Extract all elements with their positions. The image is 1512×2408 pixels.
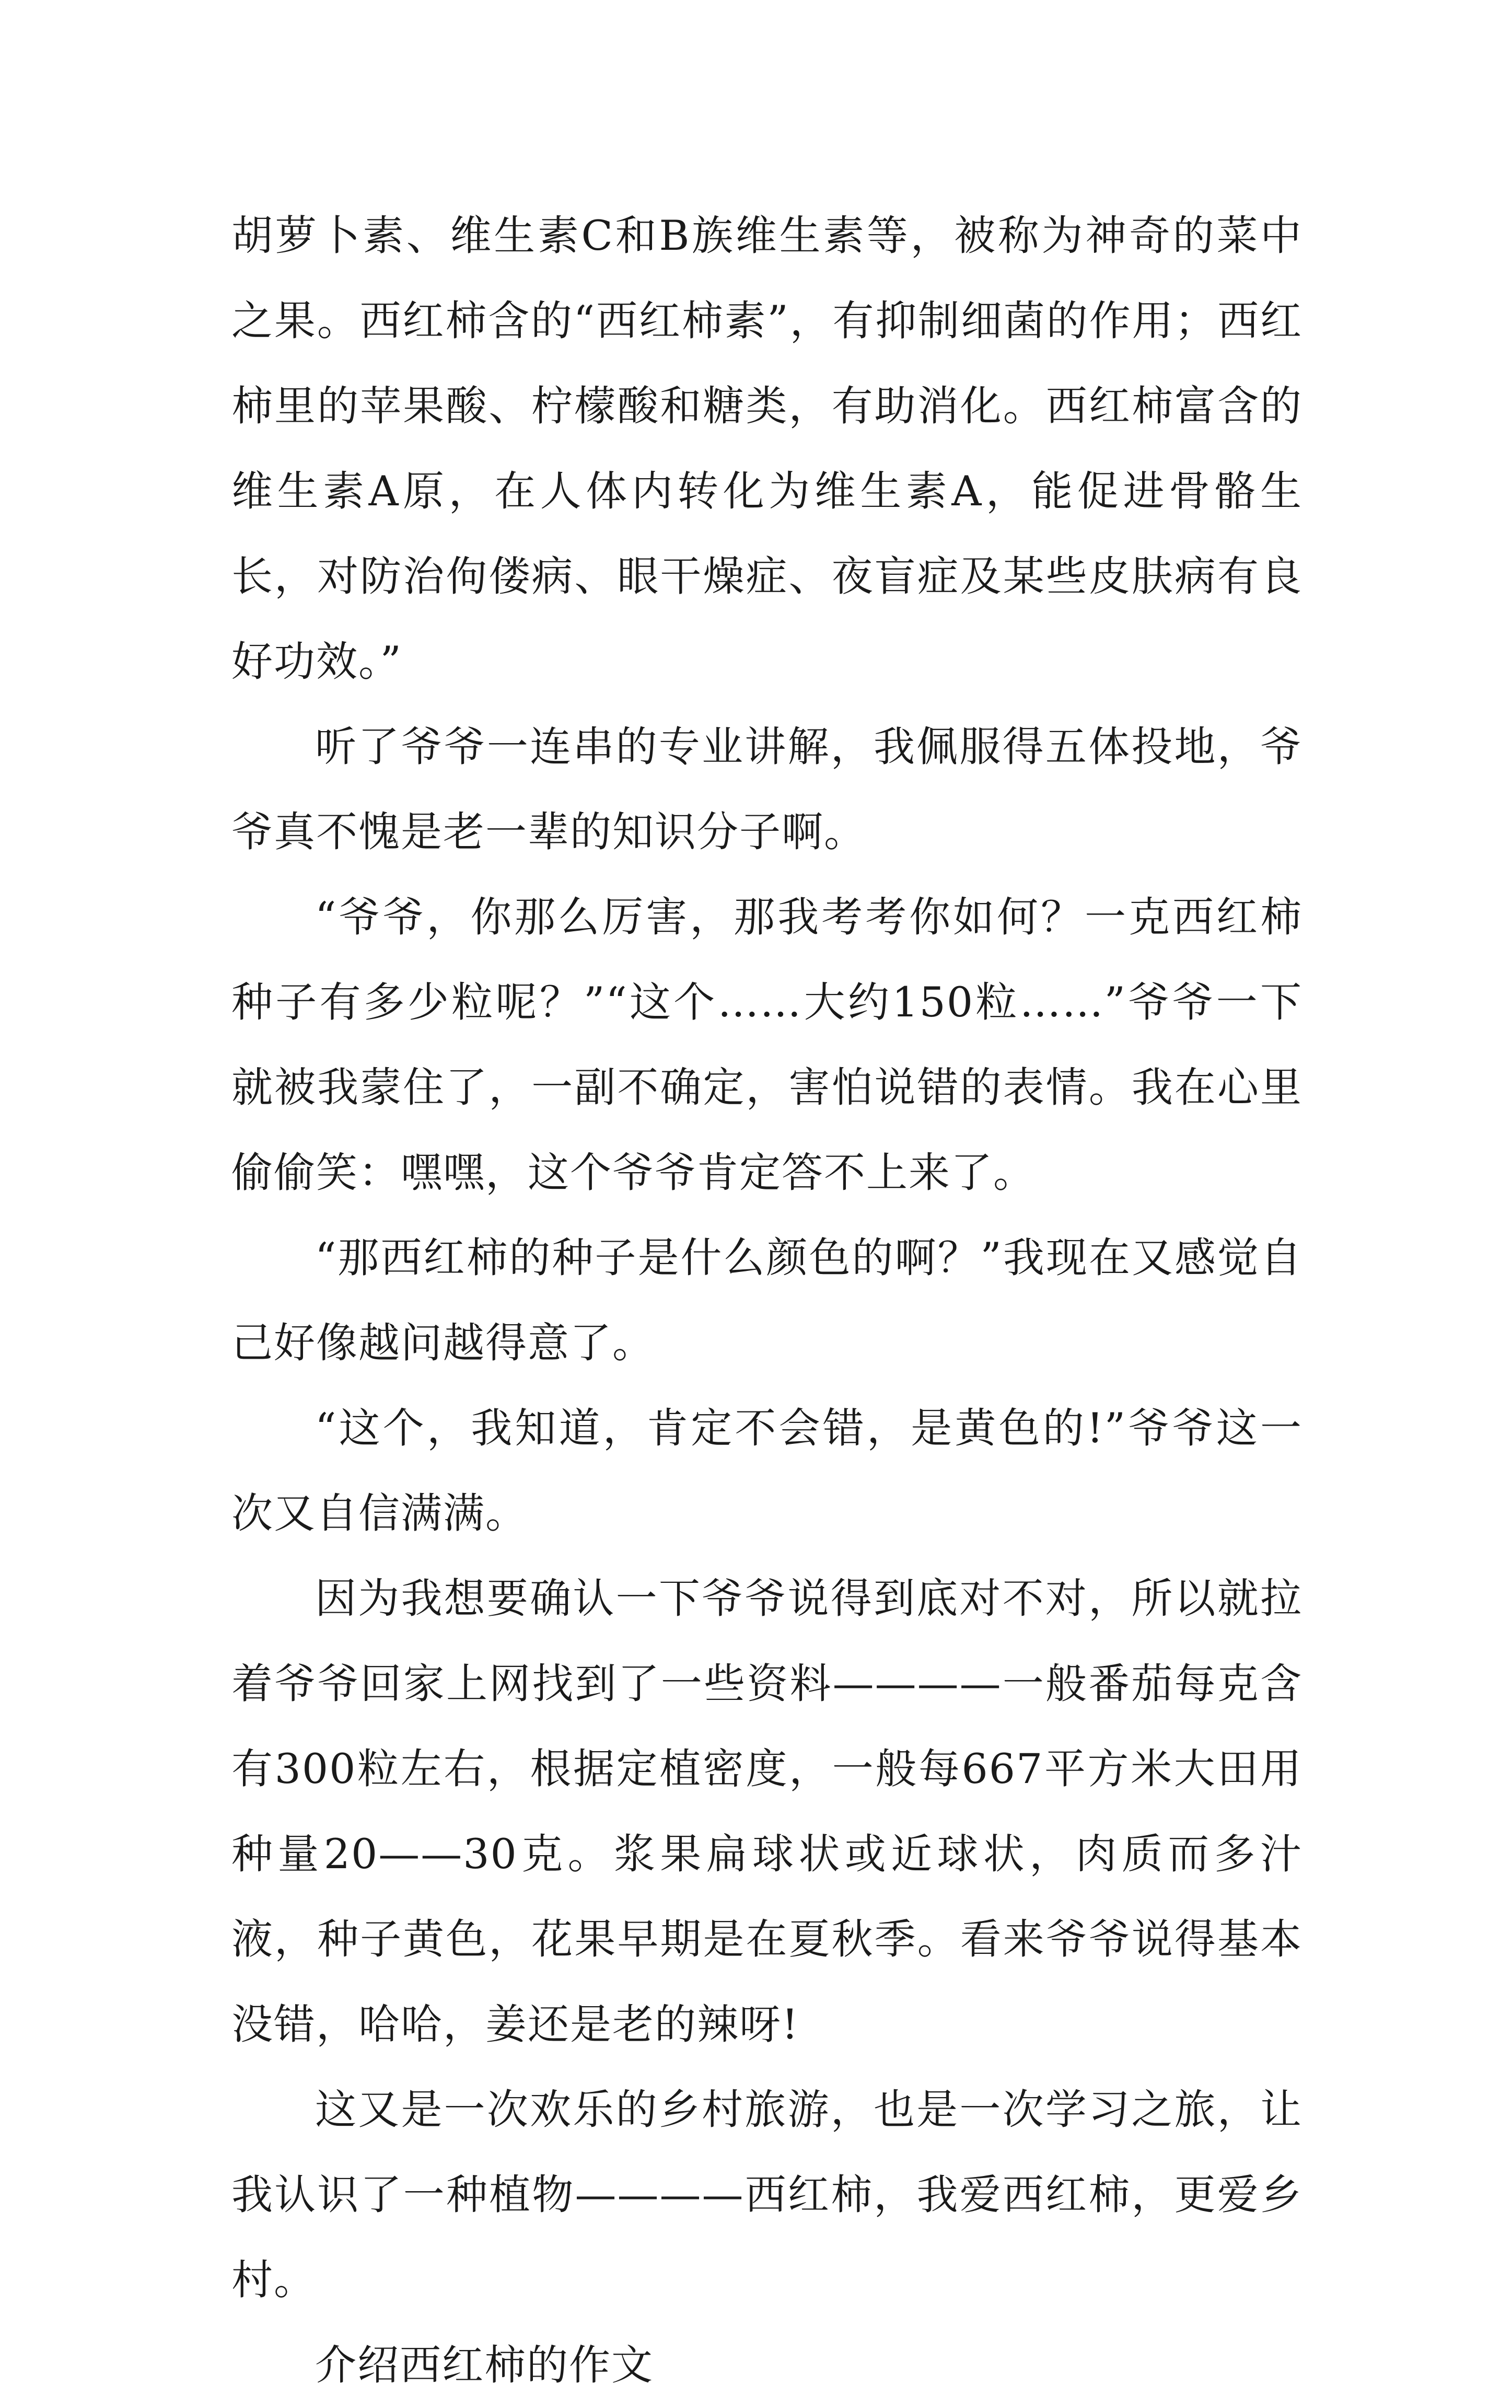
paragraph-3: “爷爷，你那么厉害，那我考考你如何？一克西红柿种子有多少粒呢？”“这个……大约150粒……”爷爷一下就被我蒙住了，一副不确定，害怕说错的表情。我在心里偷偷笑：嘿嘿，这个爷爷肯定答不上来了。 (231, 893, 1302, 1197)
paragraph-4: “那西红柿的种子是什么颜色的啊？”我现在又感觉自己好像越问越得意了。 (231, 1234, 1302, 1367)
paragraph-1: 胡萝卜素、维生素C和B族维生素等，被称为神奇的菜中之果。西红柿含的“西红柿素”，有抑制细菌的作用；西红柿里的苹果酸、柠檬酸和糖类，有助消化。西红柿富含的维生素A原，在人体内转化为维生素A，能促进骨骼生长，对防治佝偻病、眼干燥症、夜盲症及某些皮肤病有良好功效。” (231, 212, 1302, 686)
paragraph-2: 听了爷爷一连串的专业讲解，我佩服得五体投地，爷爷真不愧是老一辈的知识分子啊。 (231, 723, 1302, 856)
paragraph-6: 因为我想要确认一下爷爷说得到底对不对，所以就拉着爷爷回家上网找到了一些资料————一般番茄每克含有300粒左右，根据定植密度，一般每667平方米大田用种量20——30克。浆果扁球状或近球状，肉质而多汁液，种子黄色，花果早期是在夏秋季。看来爷爷说得基本没错，哈哈，姜还是老的辣呀! (231, 1575, 1302, 2048)
body-text (231, 193, 1302, 2408)
paragraph-5: “这个，我知道，肯定不会错，是黄色的!”爷爷这一次又自信满满。 (231, 1404, 1302, 1537)
essay-title-line: 介绍西红柿的作文 (315, 2341, 654, 2389)
paragraph-7: 这又是一次欢乐的乡村旅游，也是一次学习之旅，让我认识了一种植物————西红柿，我爱西红柿，更爱乡村。 (231, 2086, 1302, 2304)
